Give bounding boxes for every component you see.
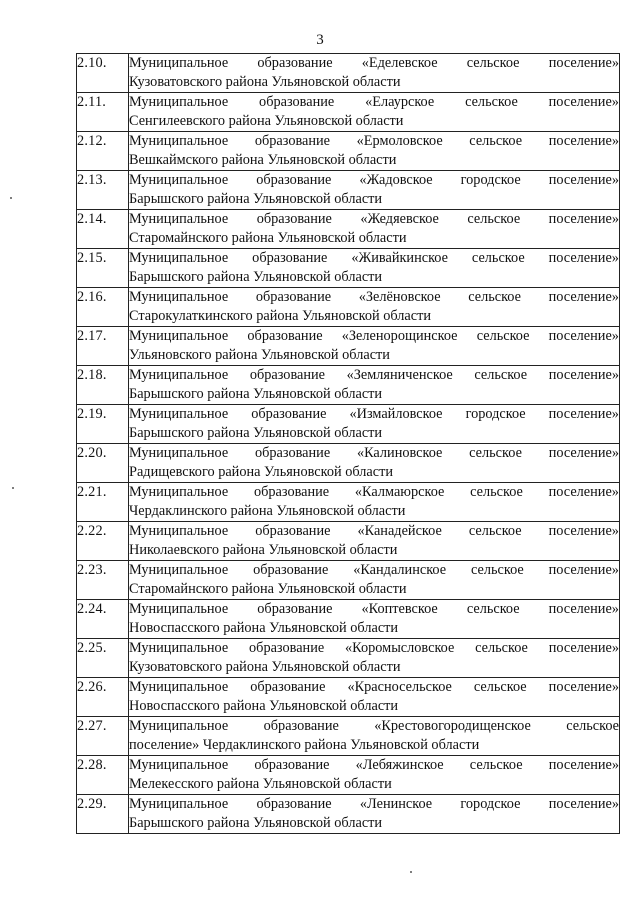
description-word: «Зелёновское: [358, 289, 441, 305]
description-line-1: [129, 483, 619, 502]
description-word: Муниципальное: [129, 523, 229, 539]
description-word: Муниципальное: [129, 328, 229, 344]
description-word: образование: [251, 406, 327, 422]
description-word: Муниципальное: [129, 484, 229, 500]
description-line-1: [129, 678, 619, 697]
municipality-description: [129, 639, 620, 678]
description-word: «Лебяжинское: [355, 757, 444, 773]
description-word: «Еделевское: [361, 55, 438, 71]
description-line-1: [129, 639, 619, 658]
description-line-2: Барышского района Ульяновской области: [129, 386, 383, 402]
description-word: Муниципальное: [129, 211, 229, 227]
description-line-2: Барышского района Ульяновской области: [129, 815, 383, 831]
description-word: Муниципальное: [129, 445, 229, 461]
description-word: сельское: [466, 55, 520, 71]
description-word: Муниципальное: [129, 718, 229, 734]
table-row: [77, 600, 620, 639]
description-word: «Жадовское: [359, 172, 433, 188]
municipality-description: [129, 54, 620, 93]
description-word: сельское: [471, 562, 524, 578]
description-line-2: Новоспасского района Ульяновской области: [129, 620, 399, 636]
description-word: поселение»: [548, 367, 619, 383]
description-word: «Ленинское: [359, 796, 433, 812]
municipality-description: [129, 249, 620, 288]
description-word: сельское: [469, 445, 522, 461]
description-word: поселение»: [548, 250, 619, 266]
description-line-2: Старомайнского района Ульяновской области: [129, 581, 407, 597]
description-word: Муниципальное: [129, 679, 229, 695]
description-line-1: [129, 132, 619, 151]
description-line-1: [129, 444, 619, 463]
scan-speck: [12, 487, 14, 489]
item-number: 2.25.: [77, 639, 129, 678]
description-word: образование: [259, 94, 335, 110]
description-word: сельское: [471, 250, 525, 266]
description-word: образование: [254, 757, 330, 773]
description-word: «Жедяевское: [360, 211, 439, 227]
municipalities-table: [76, 53, 620, 834]
description-word: «Коптевское: [361, 601, 438, 617]
table-row: [77, 249, 620, 288]
description-word: сельское: [468, 289, 521, 305]
description-line-2: Сенгилеевского района Ульяновской области: [129, 113, 404, 129]
item-number: 2.29.: [77, 795, 129, 834]
table-row: [77, 717, 620, 756]
municipality-description: [129, 795, 620, 834]
description-word: поселение»: [548, 484, 619, 500]
description-word: образование: [249, 367, 325, 383]
table-row: [77, 405, 620, 444]
description-line-1: [129, 522, 619, 541]
item-number: 2.23.: [77, 561, 129, 600]
table-row: [77, 756, 620, 795]
municipality-description: [129, 288, 620, 327]
description-word: «Живайкинское: [351, 250, 448, 266]
table-row: [77, 795, 620, 834]
table-row: [77, 522, 620, 561]
table-row: [77, 327, 620, 366]
description-word: «Крестовогородищенское: [374, 718, 531, 734]
scan-speck: [410, 871, 412, 873]
municipality-description: [129, 561, 620, 600]
description-line-1: [129, 54, 619, 73]
description-word: Муниципальное: [129, 796, 229, 812]
item-number: 2.28.: [77, 756, 129, 795]
municipality-description: [129, 444, 620, 483]
description-line-2: Кузоватовского района Ульяновской области: [129, 74, 401, 90]
description-line-1: [129, 717, 619, 736]
description-word: Муниципальное: [129, 367, 229, 383]
item-number: 2.11.: [77, 93, 129, 132]
description-word: Муниципальное: [129, 55, 229, 71]
table-row: [77, 678, 620, 717]
item-number: 2.13.: [77, 171, 129, 210]
description-word: поселение»: [548, 328, 619, 344]
table-body: [77, 54, 620, 834]
description-line-1: [129, 756, 619, 775]
description-word: сельское: [470, 484, 523, 500]
description-word: Муниципальное: [129, 601, 229, 617]
description-word: поселение»: [548, 640, 619, 656]
table-row: [77, 639, 620, 678]
item-number: 2.10.: [77, 54, 129, 93]
table-row: [77, 444, 620, 483]
municipality-description: [129, 483, 620, 522]
description-word: образование: [255, 289, 332, 305]
table-row: [77, 132, 620, 171]
item-number: 2.20.: [77, 444, 129, 483]
description-word: «Кандалинское: [353, 562, 447, 578]
description-word: образование: [256, 796, 332, 812]
description-line-2: Новоспасского района Ульяновской области: [129, 698, 399, 714]
description-word: поселение»: [548, 133, 619, 149]
description-line-2: Чердаклинского района Ульяновской области: [129, 503, 406, 519]
description-word: Муниципальное: [129, 406, 229, 422]
description-line-1: [129, 405, 619, 424]
description-word: поселение»: [548, 679, 619, 695]
description-word: «Калмаюрское: [354, 484, 445, 500]
item-number: 2.19.: [77, 405, 129, 444]
municipality-description: [129, 600, 620, 639]
item-number: 2.24.: [77, 600, 129, 639]
description-line-1: [129, 561, 619, 580]
description-word: сельское: [466, 601, 520, 617]
description-word: поселение»: [548, 562, 619, 578]
description-word: поселение»: [548, 172, 619, 188]
item-number: 2.21.: [77, 483, 129, 522]
description-word: «Калиновское: [356, 445, 443, 461]
municipality-description: [129, 366, 620, 405]
description-word: поселение»: [548, 796, 619, 812]
description-line-1: [129, 327, 619, 346]
description-line-1: [129, 93, 619, 112]
municipality-description: [129, 405, 620, 444]
description-word: Муниципальное: [129, 250, 229, 266]
item-number: 2.12.: [77, 132, 129, 171]
description-word: «Измайловское: [349, 406, 443, 422]
description-word: Муниципальное: [129, 289, 229, 305]
description-line-1: [129, 600, 619, 619]
description-line-2: Радищевского района Ульяновской области: [129, 464, 393, 480]
table-row: [77, 93, 620, 132]
table-row: [77, 288, 620, 327]
description-line-2: поселение» Чердаклинского района Ульяновской области: [129, 737, 480, 753]
item-number: 2.27.: [77, 717, 129, 756]
table-row: [77, 171, 620, 210]
description-line-1: [129, 171, 619, 190]
description-word: «Ермоловское: [356, 133, 443, 149]
table-row: [77, 483, 620, 522]
municipality-description: [129, 93, 620, 132]
description-word: образование: [254, 445, 331, 461]
description-line-2: Мелекесского района Ульяновской области: [129, 776, 392, 792]
table-row: [77, 54, 620, 93]
description-word: сельское: [465, 94, 518, 110]
description-word: образование: [257, 601, 333, 617]
description-word: «Канадейское: [357, 523, 442, 539]
description-line-2: Барышского района Ульяновской области: [129, 191, 383, 207]
description-word: сельское: [468, 523, 522, 539]
description-line-1: [129, 249, 619, 268]
description-word: Муниципальное: [129, 640, 229, 656]
description-word: поселение»: [548, 406, 619, 422]
item-number: 2.26.: [77, 678, 129, 717]
description-word: Муниципальное: [129, 94, 229, 110]
description-word: поселение»: [548, 523, 619, 539]
description-word: Муниципальное: [129, 133, 229, 149]
description-word: городское: [465, 406, 526, 422]
description-word: поселение»: [548, 211, 619, 227]
description-word: городское: [460, 172, 521, 188]
description-word: сельское: [469, 757, 523, 773]
table-row: [77, 366, 620, 405]
page-number: 3: [316, 32, 324, 48]
description-word: образование: [254, 133, 331, 149]
description-word: образование: [256, 172, 332, 188]
description-word: образование: [250, 679, 326, 695]
description-word: сельское: [474, 367, 528, 383]
municipality-description: [129, 678, 620, 717]
municipality-description: [129, 210, 620, 249]
description-line-1: [129, 288, 619, 307]
description-line-1: [129, 795, 619, 814]
description-word: сельское: [566, 718, 619, 734]
description-word: поселение»: [548, 601, 619, 617]
description-word: образование: [253, 562, 329, 578]
table-row: [77, 561, 620, 600]
item-number: 2.17.: [77, 327, 129, 366]
description-line-2: Ульяновского района Ульяновской области: [129, 347, 390, 363]
description-word: образование: [249, 640, 325, 656]
description-word: Муниципальное: [129, 562, 229, 578]
description-word: поселение»: [548, 445, 619, 461]
description-line-1: [129, 210, 619, 229]
municipality-description: [129, 756, 620, 795]
description-word: «Зеленорощинское: [341, 328, 458, 344]
municipality-description: [129, 717, 620, 756]
municipality-description: [129, 522, 620, 561]
item-number: 2.22.: [77, 522, 129, 561]
description-word: поселение»: [548, 94, 619, 110]
description-line-2: Старокулаткинского района Ульяновской области: [129, 308, 432, 324]
description-word: сельское: [473, 679, 527, 695]
municipality-description: [129, 132, 620, 171]
description-word: образование: [263, 718, 339, 734]
description-word: сельское: [467, 211, 521, 227]
description-line-2: Кузоватовского района Ульяновской области: [129, 659, 401, 675]
item-number: 2.14.: [77, 210, 129, 249]
description-line-2: Барышского района Ульяновской области: [129, 269, 383, 285]
description-word: поселение»: [548, 757, 619, 773]
description-line-2: Барышского района Ульяновской области: [129, 425, 383, 441]
item-number: 2.16.: [77, 288, 129, 327]
description-line-1: [129, 366, 619, 385]
description-word: образование: [257, 55, 333, 71]
scan-speck: [10, 197, 12, 199]
description-word: сельское: [476, 328, 530, 344]
description-word: поселение»: [548, 289, 619, 305]
item-number: 2.18.: [77, 366, 129, 405]
description-word: «Красносельское: [347, 679, 452, 695]
description-word: «Коромысловское: [345, 640, 455, 656]
description-word: образование: [256, 211, 332, 227]
description-word: образование: [252, 250, 328, 266]
description-word: «Земляниченское: [346, 367, 453, 383]
description-word: образование: [253, 484, 330, 500]
municipality-description: [129, 171, 620, 210]
description-line-2: Старомайнского района Ульяновской области: [129, 230, 407, 246]
municipality-description: [129, 327, 620, 366]
description-word: сельское: [469, 133, 523, 149]
description-line-2: Вешкаймского района Ульяновской области: [129, 152, 397, 168]
description-word: Муниципальное: [129, 172, 229, 188]
description-word: Муниципальное: [129, 757, 229, 773]
description-word: «Елаурское: [365, 94, 435, 110]
description-word: образование: [255, 523, 331, 539]
table-row: [77, 210, 620, 249]
description-word: поселение»: [548, 55, 619, 71]
description-word: городское: [460, 796, 521, 812]
description-word: образование: [247, 328, 323, 344]
description-word: сельское: [475, 640, 528, 656]
description-line-2: Николаевского района Ульяновской области: [129, 542, 398, 558]
item-number: 2.15.: [77, 249, 129, 288]
